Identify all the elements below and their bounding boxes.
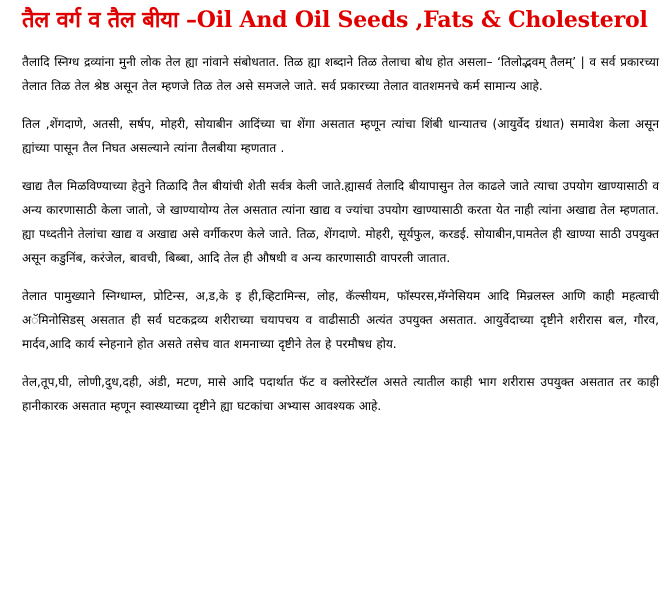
paragraph-5: तेल,तूप,घी, लोणी,दुध,दही, अंडी, मटण, मासे आदि पदार्थात फॅट व क्लोरेस्टॉल असते त्यातील काही भाग शरीरास उपयुक्त असतात तर काही हानीकारक असतात म्हणून स्वास्थ्याच्या दृष्टीने ह्या घटकांचा अभ्यास आवश्यक आहे.: [22, 375, 659, 413]
paragraph-3: खाद्य तैल मिळविण्याच्या हेतुने तिळादि तैल बीयांची शेती सर्वत्र केली जाते.ह्यासर्व तेलादि बीयापासुन तेल काढले जाते त्याचा उपयोग खाण्यासाठी व अन्य कारणासाठी केला जातो, जे खाण्यायोग्य तेल असतात त्यांना खाद्य व ज्यांचा उपयोग खाण्यासाठी करता येत नाही त्यांना अखाद्य तेल म्हणतात. ह्या पध्दतीने तेलांचा खाद्य व अखाद्य असे वर्गीकरण केले जाते. तिळ, शेंगदाणे. मोहरी, सूर्यफुल, करडई. सोयाबीन,पामतेल ही खाण्या साठी उपयुक्त असून कडुनिंब, करंजेल, बावची, बिब्बा, आदि तेल ही औषधी व अन्य कारणासाठी वापरली जातात.: [22, 179, 659, 265]
document-title: तैल वर्ग व तैल बीया –Oil And Oil Seeds ,Fats & Cholesterol: [22, 7, 648, 33]
paragraph-2: तिल ,शेंगदाणे, अतसी, सर्षप, मोहरी, सोयाबीन आदिंच्या चा शेंगा असतात म्हणून त्यांचा शिंबी धान्यातच (आयुर्वेद ग्रंथात) समावेश केला असून ह्यांच्या पासून तैल निघत असल्याने त्यांना तैलबीया म्हणतात .: [22, 117, 659, 155]
paragraph-1: तैलादि स्निग्ध द्रव्यांना मुनी लोक तेल ह्या नांवाने संबोधतात. तिळ ह्या शब्दाने तिळ तेलाचा बोध होत असला– ‘तिलोद्भवम् तैलम्’ | व सर्व प्रकारच्या तेलात तिळ तेल श्रेष्ठ असून तेल म्हणजे तिळ तेल असे समजले जाते. सर्व प्रकारच्या तेलात वातशमनचे कर्म सामान्य आहे.: [22, 55, 659, 93]
paragraph-4: तेलात पामुख्याने स्निग्धाम्ल, प्रोटिन्स, अ,ड,के इ ही,व्हिटामिन्स, लोह, कॅल्सीयम, फॉस्परस,मॅग्नेसियम आदि मिन्रलस्ल आणि काही महत्वाची अॅमिनोसिडस् असतात ही सर्व घटकद्रव्य शरीराच्या चयापचय व वाढीसाठी अत्यंत उपयुक्त असतात. आयुर्वेदाच्या दृष्टीने शरीरास बल, गौरव, मार्दव,आदि कार्य स्नेहनाने होत असते तसेच वात शमनाच्या दृष्टीने तेल हे परमौषध होय.: [22, 289, 659, 351]
